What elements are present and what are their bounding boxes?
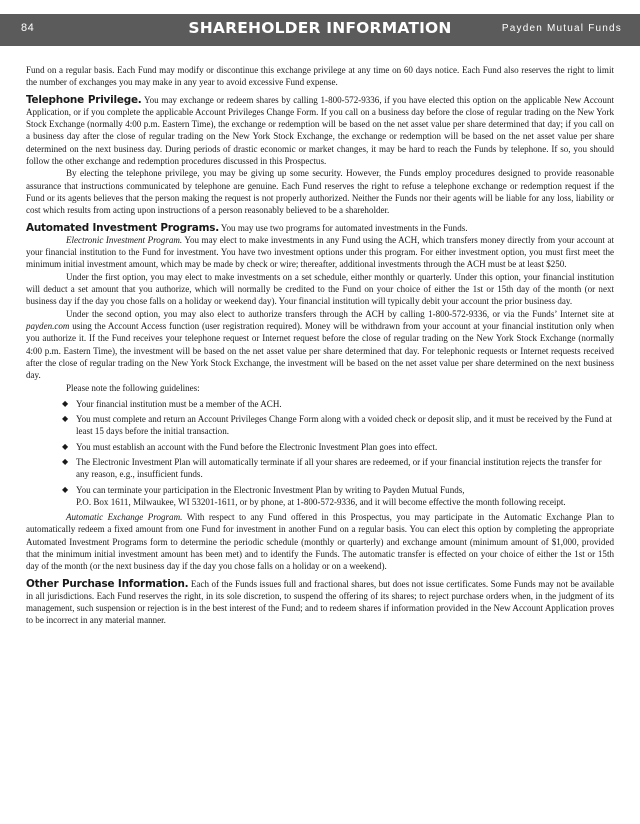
mailing-address: P.O. Box 1611, Milwaukee, WI 53201-1611, or by phone, at 1-800-572-9336, and it will become effective the month following receipt. (76, 496, 566, 507)
guidelines-intro: Please note the following guidelines: (66, 383, 200, 394)
page-header (0, 14, 640, 46)
section-title: SHAREHOLDER INFORMATION (188, 19, 452, 37)
telephone-text: You may exchange or redeem shares by calling 1-800-572-9336, if you have elected this option on the applicable New Account Application, or if you complete the applicable Account Privileges Change Form. If you call on a business day before the close of regular trading on the New York Stock Exchange (normally 4:00 p.m. Eastern Time), the exchange or redemption will be based on the net asset value per share determined that day; if you call on a business day after the close of regular trading on the New York Stock Exchange, the exchange or redemption will be based on the net asset value per share determined on the next business day. During periods of drastic economic or market changes, it may be hard to reach the Funds by telephone. If so, you should follow the other exchange and redemption procedures discussed in this Prospectus. (26, 94, 614, 167)
guideline-item: ◆ You must complete and return an Account Privileges Change Form along with a voided check or deposit slip, and it must be received by the Fund at least 15 days before the initial transaction. (62, 414, 613, 437)
eip-label: Electronic Investment Program. (66, 234, 183, 245)
guideline-item: ◆ Your financial institution must be a member of the ACH. (62, 398, 282, 409)
telephone-heading: Telephone Privilege. (26, 93, 142, 106)
telephone-paragraph (26, 94, 614, 168)
eip-paragraph (26, 234, 614, 271)
eip-first-option: Under the first option, you may elect to make investments on a set schedule, either monthly or quarterly. Under this option, your financial institution will deduct a set amount that you authorize, which will normally be credited to the Fund on your choice of either the 1st or 15th day of the month (or next business day if the day you chose falls on a holiday or weekend day). Your financial institution will typically debit your account the prior business day. (26, 271, 614, 307)
aep-paragraph (26, 511, 614, 572)
diamond-bullet-icon: ◆ (62, 441, 69, 451)
diamond-bullet-icon: ◆ (62, 414, 69, 424)
website-link[interactable]: payden.com (26, 320, 70, 331)
guideline-item: ◆ You can terminate your participation in the Electronic Investment Plan by writing to Payden Mutual Funds, P.O. Box 1611, Milwaukee, WI 53201-1611, or by phone, at 1-800-572-9336, and it will become effective the month following receipt. (62, 484, 614, 509)
aep-label: Automatic Exchange Program. (66, 512, 183, 523)
diamond-bullet-icon: ◆ (62, 456, 69, 466)
automated-intro: You may use two programs for automated investments in the Funds. (220, 222, 468, 233)
eip-second-text-a: Under the second option, you may also elect to authorize transfers through the ACH by calling 1-800-572-9336, or via the Funds’ Internet site at (66, 308, 614, 319)
automated-paragraph (26, 222, 614, 234)
eip-second-text-b: using the Account Access function (user registration required). Money will be withdrawn from your account at your financial institution only when you authorize it. If the Fund receives your telephone request or Internet request before the close of regular trading on the New York Stock Exchange (normally 4:00 p.m. Eastern Time), the investment will be based on the net asset value per share determined that day. For telephonic requests or Internet requests received after the close of regular trading on the New York Stock Exchange, the investment will be based on the net asset value per share determined on the next business day. (26, 320, 614, 381)
diamond-bullet-icon: ◆ (62, 484, 69, 494)
guideline-item: ◆ The Electronic Investment Plan will automatically terminate if all your shares are redeemed, or if your financial institution rejects the transfer for any reason, e.g., insufficient funds. (62, 456, 602, 480)
other-purchase-text: Each of the Funds issues full and fractional shares, but does not issue certificates. Some Funds may not be available in all jurisdictions. Each Fund reserves the right, in its sole discretion, to suspend the offering of its shares; to reject purchase orders when, in the judgment of its management, such suspension or rejection is in the best interest of the Fund; and to redeem shares if information provided in the New Account Application proves to be incorrect in any material manner. (26, 578, 614, 626)
eip-text: You may elect to make investments in any Fund using the ACH, which transfers money directly from your account at your financial institution to the Fund for investment. You have two investment options under this program. For either investment option, you must first meet the minimum initial investment amount, which may be made by check or wire; thereafter, additional investments through the ACH must be at least $250. (26, 234, 614, 270)
document-body (26, 64, 614, 627)
other-purchase-paragraph (26, 578, 614, 627)
guidelines-list (26, 398, 614, 508)
eip-second-option (26, 308, 614, 382)
guideline-item: ◆ You must establish an account with the Fund before the Electronic Investment Plan goes into effect. (62, 441, 438, 452)
page-number: 84 (21, 22, 35, 34)
brand-name: Payden Mutual Funds (501, 23, 622, 34)
aep-text: With respect to any Fund offered in this Prospectus, you may participate in the Automatic Exchange Plan to automatically redeem a fixed amount from one Fund for investment in another Fund on a regular basis. You can elect this option by completing the appropriate Automated Investment Programs form to determine the periodic schedule (monthly or quarterly) and exchange amount (minimum amount of $1,000, provided that the minimum initial investment amount has been met) and to identify the Funds. The automatic transfer is effected on your choice of either the 1st or 15th day of the month (or the next business day if the day you chose falls on a holiday or on a weekend). (26, 512, 614, 572)
automated-heading: Automated Investment Programs. (26, 221, 219, 234)
other-purchase-heading: Other Purchase Information. (26, 577, 189, 590)
intro-paragraph: Fund on a regular basis. Each Fund may modify or discontinue this exchange privilege at any time on 60 days notice. Each Fund also reserves the right to limit the number of exchanges you may make in any year to avoid excessive Fund expense. (26, 65, 614, 88)
diamond-bullet-icon: ◆ (62, 398, 69, 408)
telephone-security-paragraph: By electing the telephone privilege, you may be giving up some security. However, the Funds employ procedures designed to provide reasonable assurance that instructions communicated by telephone are genuine. Each Fund reserves the right to refuse a telephone exchange or redemption request if the Fund or its agents believes that the person making the request is not properly authorized. Neither the Funds nor their agents will be liable for any loss, liability or cost which results from acting upon instructions of a person reasonably believed to be a shareholder. (26, 168, 614, 216)
